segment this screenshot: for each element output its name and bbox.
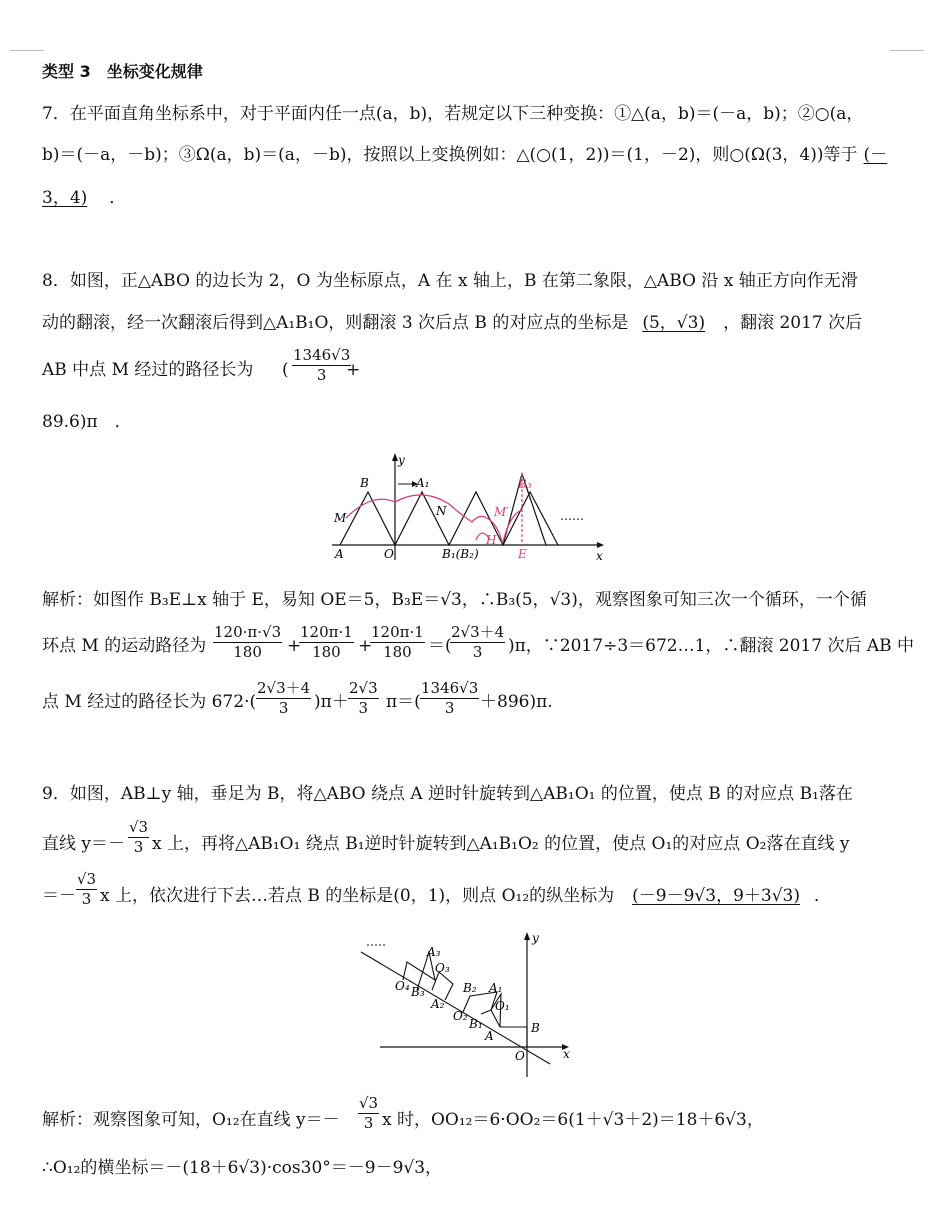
q8-sol-plus1: + [287, 636, 302, 656]
q9-label-a: A [485, 1029, 494, 1043]
q8-sol-eq-open: ＝( [428, 636, 452, 656]
q8-sol-frac1-num: 120·π·√3 [214, 623, 282, 641]
q8-line3-plus: + [346, 360, 361, 380]
q7-answer-part2: 3，4) [42, 188, 88, 208]
q9-figure [355, 932, 595, 1082]
q8-label-x: x [596, 549, 603, 563]
q9-line1: 9．如图，AB⊥y 轴，垂足为 B，将△ABO 绕点 A 逆时针旋转到△AB₁O₁ 的位置，使点 B 的对应点 B₁落在 [42, 784, 853, 804]
q8-sol-frac6 [348, 681, 379, 716]
q9-line3-frac-den: 3 [81, 890, 92, 908]
q8-sol-line2-post: )π，∵2017÷3＝672…1，∴翻滚 2017 次后 AB 中 [508, 636, 915, 656]
q8-line2-text: 动的翻滚，经一次翻滚后得到△A₁B₁O，则翻滚 3 次后点 B 的对应点的坐标是 [42, 313, 629, 333]
q8-answer-frac-den: 3 [316, 366, 327, 384]
q8-label-dots: …… [560, 509, 584, 523]
q7-line3 [42, 190, 126, 207]
q8-sol-frac2 [299, 625, 354, 660]
q9-label-a2: A₂ [431, 997, 445, 1011]
q8-sol-line3-pi-eq: π＝( [386, 692, 421, 712]
q8-sol-line3-pre: 点 M 经过的路径长为 672·( [42, 692, 257, 712]
q8-x-arrow [597, 542, 604, 548]
q9-sol-line1-pre: 解析：观察图象可知，O₁₂在直线 y＝－ [42, 1110, 340, 1130]
q8-sol-line3-mid: )π＋ [314, 692, 349, 712]
q9-line2-frac [128, 820, 149, 855]
q9-label-y: y [532, 931, 539, 945]
q8-label-m: M [334, 511, 347, 525]
q9-label-o4: O₄ [395, 979, 410, 993]
q9-y-arrow [524, 932, 530, 940]
q9-line2-frac-num: √3 [129, 818, 149, 836]
q8-sol-frac2-num: 120π·1 [300, 623, 353, 641]
q9-label-b1: B₁ [469, 1017, 483, 1031]
q9-sol-line1-post: x 时，OO₁₂＝6·OO₂＝6(1＋√3＋2)＝18＋6√3， [382, 1110, 764, 1130]
q9-sol-line2: ∴O₁₂的横坐标＝－(18＋6√3)·cos30°＝－9－9√3， [42, 1158, 443, 1178]
q9-line3 [100, 888, 831, 905]
q8-line2 [42, 315, 862, 332]
q8-sol-frac5-den: 3 [278, 699, 289, 717]
q8-sol-frac5 [256, 681, 311, 716]
corner-mark-left [10, 50, 44, 51]
q9-sol-frac-den: 3 [363, 1114, 374, 1132]
q8-sol-frac5-num: 2√3＋4 [257, 679, 311, 697]
q8-sol-line2-pre: 环点 M 的运动路径为 [42, 636, 207, 656]
q8-sol-frac6-den: 3 [358, 699, 369, 717]
q7-answer-part1: (－ [863, 145, 888, 165]
q9-answer: (－9－9√3，9＋3√3) [632, 886, 800, 906]
q8-sol-frac6-num: 2√3 [349, 679, 378, 697]
q9-line3-post: x 上，依次进行下去…若点 B 的坐标是(0，1)，则点 O₁₂的纵坐标为 [100, 886, 615, 906]
q8-line3-open: ( [282, 360, 289, 380]
q8-label-e: E [518, 547, 527, 561]
q9-label-o3: O₃ [435, 961, 450, 975]
q7-line2-text: b)＝(－a，－b)；③Ω(a，b)＝(a，－b)，按照以上变换例如：△(○(1，2))＝(1，－2)，则○(Ω(3，4))等于 [42, 145, 858, 165]
q8-sol-frac3 [370, 625, 425, 660]
q8-sol-frac1 [213, 625, 282, 660]
q9-line2-frac-den: 3 [133, 838, 144, 856]
q9-label-x: x [563, 1047, 570, 1061]
q8-label-o: O [384, 547, 394, 561]
q9-tail: ． [814, 886, 831, 906]
q9-line2-post: x 上，再将△AB₁O₁ 绕点 B₁逆时针旋转到△A₁B₁O₂ 的位置，使点 O₁的对应点 O₂落在直线 y [152, 834, 850, 854]
q8-line4: 89.6)π ． [42, 412, 132, 432]
q8-label-b3: B₃ [518, 477, 532, 491]
q9-label-a3: A₃ [427, 945, 441, 959]
q8-sol-line1: 解析：如图作 B₃E⊥x 轴于 E，易知 OE＝5，B₃E＝√3，∴B₃(5，√3)，观察图象可知三次一个循环，一个循 [42, 590, 867, 610]
q8-sol-frac7-num: 1346√3 [421, 679, 479, 697]
q9-sol-frac [358, 1096, 379, 1131]
q7-line1: 7．在平面直角坐标系中，对于平面内任一点(a，b)，若规定以下三种变换：①△(a，b)＝(－a，b)；②○(a， [42, 104, 864, 124]
q9-label-o1: O₁ [495, 999, 510, 1013]
q8-sol-frac3-den: 180 [383, 643, 412, 661]
q7-line2 [42, 147, 887, 164]
q8-label-b: B [360, 476, 369, 490]
q8-label-a1: A₁ [416, 476, 430, 490]
q8-sol-frac4-num: 2√3＋4 [451, 623, 505, 641]
q8-label-b1-b2: B₁(B₂) [442, 547, 479, 561]
q9-sol-frac-num: √3 [359, 1094, 379, 1112]
q8-label-y: y [398, 453, 405, 467]
q8-sol-line3-post: ＋896)π. [480, 692, 553, 712]
q9-line3-frac-num: √3 [77, 870, 97, 888]
q8-label-m-prime: M′ [494, 505, 510, 519]
q8-sol-frac7-den: 3 [444, 699, 455, 717]
q7-tail: ． [109, 188, 127, 208]
q9-line2-pre: 直线 y＝－ [42, 834, 126, 854]
q8-line2-tail: ，翻滚 2017 次后 [723, 313, 863, 333]
q9-label-b2: B₂ [463, 981, 477, 995]
q8-figure [332, 452, 632, 567]
section-title: 类型 3 坐标变化规律 [42, 62, 203, 81]
q9-label-a1: A₁ [489, 981, 503, 995]
q9-label-o2: O₂ [453, 1009, 468, 1023]
q8-label-a: A [335, 547, 344, 561]
q8-line1: 8．如图，正△ABO 的边长为 2，O 为坐标原点，A 在 x 轴上，B 在第二象限，△ABO 沿 x 轴正方向作无滑 [42, 271, 858, 291]
q8-sol-frac4-den: 3 [472, 643, 483, 661]
q8-line3-text: AB 中点 M 经过的路径长为 [42, 360, 254, 380]
corner-mark-right [890, 50, 924, 51]
q8-label-n: N [436, 504, 447, 518]
q8-sol-frac4 [450, 625, 505, 660]
q9-line3-frac [76, 872, 97, 907]
q8-label-h: H [486, 533, 497, 547]
q9-label-b: B [531, 1021, 540, 1035]
q8-sol-frac7 [420, 681, 479, 716]
q9-line3-pre: ＝－ [42, 886, 76, 906]
q8-answer-fraction [292, 348, 351, 383]
q8-sol-frac2-den: 180 [312, 643, 341, 661]
q8-answer-frac-num: 1346√3 [293, 346, 351, 364]
q8-sol-plus2: + [358, 636, 373, 656]
q8-sol-frac3-num: 120π·1 [371, 623, 424, 641]
q9-label-o: O [515, 1049, 525, 1063]
q8-sol-frac1-den: 180 [233, 643, 262, 661]
q8-answer-1: (5，√3) [642, 313, 706, 333]
q9-label-b3: B₃ [411, 985, 425, 999]
